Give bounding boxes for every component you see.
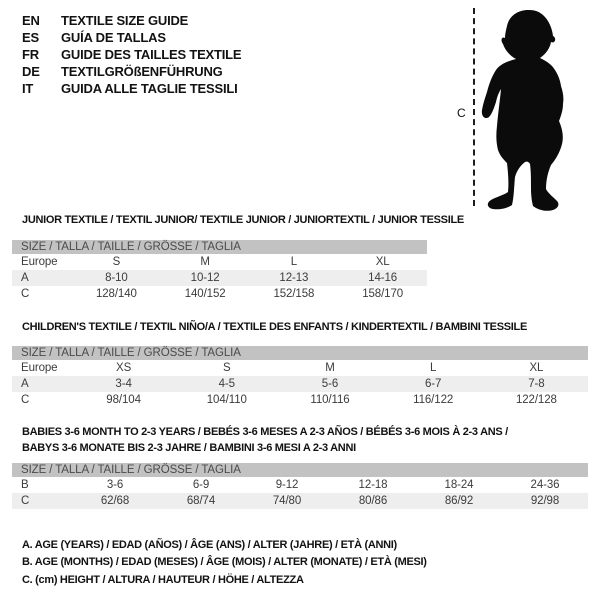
size-cell: 12-18	[358, 479, 388, 491]
size-cell: 24-36	[530, 479, 560, 491]
language-row	[22, 81, 241, 98]
row-label: Europe	[21, 362, 58, 374]
legend-line-a: A. AGE (YEARS) / EDAD (AÑOS) / ÂGE (ANS) / ALTER (JAHRE) / ETÀ (ANNI)	[22, 539, 397, 551]
size-cell: 74/80	[272, 495, 302, 507]
language-list	[22, 13, 241, 98]
baby-silhouette-icon	[478, 4, 578, 214]
size-cell: S	[112, 256, 121, 268]
table-size-header: SIZE / TALLA / TAILLE / GRÖSSE / TAGLIA	[12, 240, 427, 254]
size-cell: 92/98	[530, 495, 560, 507]
legend-line-b: B. AGE (MONTHS) / EDAD (MESES) / ÂGE (MOIS) / ALTER (MONATE) / ETÀ (MESI)	[22, 556, 427, 569]
row-label: C	[21, 394, 30, 406]
language-row	[22, 13, 241, 30]
language-code: DE	[22, 63, 40, 79]
row-label: B	[21, 479, 29, 491]
language-row	[22, 30, 241, 47]
language-title: GUÍA DE TALLAS	[61, 29, 166, 45]
size-cell: XL	[529, 362, 544, 374]
size-table-junior	[12, 240, 427, 302]
table-row	[12, 254, 427, 270]
size-cell: S	[222, 362, 231, 374]
size-cell: 80/86	[358, 495, 388, 507]
row-label: C	[21, 495, 30, 507]
size-cell: 5-6	[321, 378, 339, 390]
size-cell: 14-16	[368, 272, 398, 284]
size-cell: 3-4	[115, 378, 132, 390]
table-row	[12, 493, 588, 509]
size-cell: 110/116	[310, 394, 350, 406]
table-size-header: SIZE / TALLA / TAILLE / GRÖSSE / TAGLIA	[12, 463, 588, 477]
language-code: ES	[22, 29, 39, 45]
size-cell: XS	[116, 362, 132, 374]
size-cell: 8-10	[105, 272, 128, 284]
size-cell: 98/104	[106, 394, 141, 406]
language-row	[22, 47, 241, 64]
size-cell: 3-6	[106, 479, 124, 491]
size-cell: M	[200, 256, 210, 268]
size-cell: 62/68	[100, 495, 130, 507]
height-dashed-line	[473, 8, 475, 206]
size-cell: 152/158	[273, 288, 315, 300]
size-cell: XL	[375, 256, 390, 268]
size-cell: 18-24	[444, 479, 474, 491]
size-cell: 4-5	[218, 378, 235, 390]
row-label: A	[21, 272, 29, 284]
row-label: C	[21, 288, 30, 300]
language-title: GUIDE DES TAILLES TEXTILE	[61, 46, 242, 62]
size-cell: 68/74	[186, 495, 216, 507]
size-cell: 7-8	[528, 378, 545, 390]
size-cell: 116/122	[413, 394, 454, 406]
size-cell: 9-12	[275, 479, 299, 491]
legend-line-c: C. (cm) HEIGHT / ALTURA / HAUTEUR / HÖHE / ALTEZZA	[22, 573, 304, 586]
table-row	[12, 392, 588, 408]
language-title: GUIDA ALLE TAGLIE TESSILI	[61, 80, 238, 96]
size-cell: 104/110	[206, 394, 247, 406]
size-cell: 122/128	[515, 394, 557, 406]
size-cell: 158/170	[362, 288, 404, 300]
table-row	[12, 376, 588, 392]
language-title: TEXTILE SIZE GUIDE	[61, 13, 189, 28]
size-table-children	[12, 346, 588, 408]
table-row	[12, 360, 588, 376]
table-row	[12, 477, 588, 493]
size-cell: 128/140	[95, 288, 137, 300]
table-row	[12, 286, 427, 302]
size-cell: L	[430, 362, 437, 374]
size-cell: 140/152	[184, 288, 226, 300]
row-label: A	[21, 378, 29, 390]
table-row	[12, 270, 427, 286]
size-cell: 10-12	[190, 272, 220, 284]
section-title-children: CHILDREN'S TEXTILE / TEXTIL NIÑO/A / TEXTILE DES ENFANTS / KINDERTEXTIL / BAMBINI TESSILE	[22, 321, 527, 333]
language-code: EN	[22, 13, 40, 28]
language-code: IT	[22, 80, 34, 96]
height-measure-label: C	[457, 106, 466, 120]
size-cell: 86/92	[444, 495, 474, 507]
size-table-babies	[12, 463, 588, 509]
section-title-babies: BABIES 3-6 MONTH TO 2-3 YEARS / BEBÉS 3-6 MESES A 2-3 AÑOS / BÉBÉS 3-6 MOIS À 2-3 ANS / BABYS 3-6 MONATE BIS 2-3 JAHRE / BAMBINI 3-6 MESI A 2-3 ANNI	[22, 426, 508, 454]
section-title-junior: JUNIOR TEXTILE / TEXTIL JUNIOR/ TEXTILE JUNIOR / JUNIORTEXTIL / JUNIOR TESSILE	[22, 214, 464, 226]
language-code: FR	[22, 46, 39, 62]
legend	[22, 537, 427, 589]
size-cell: 6-7	[424, 378, 442, 390]
table-size-header: SIZE / TALLA / TAILLE / GRÖSSE / TAGLIA	[12, 346, 588, 360]
language-title: TEXTILGRÖßENFÜHRUNG	[61, 63, 223, 79]
row-label: Europe	[21, 256, 58, 268]
size-cell: L	[290, 256, 298, 268]
size-cell: 12-13	[279, 272, 309, 284]
size-cell: M	[325, 362, 335, 374]
language-row	[22, 64, 241, 81]
size-cell: 6-9	[192, 479, 210, 491]
